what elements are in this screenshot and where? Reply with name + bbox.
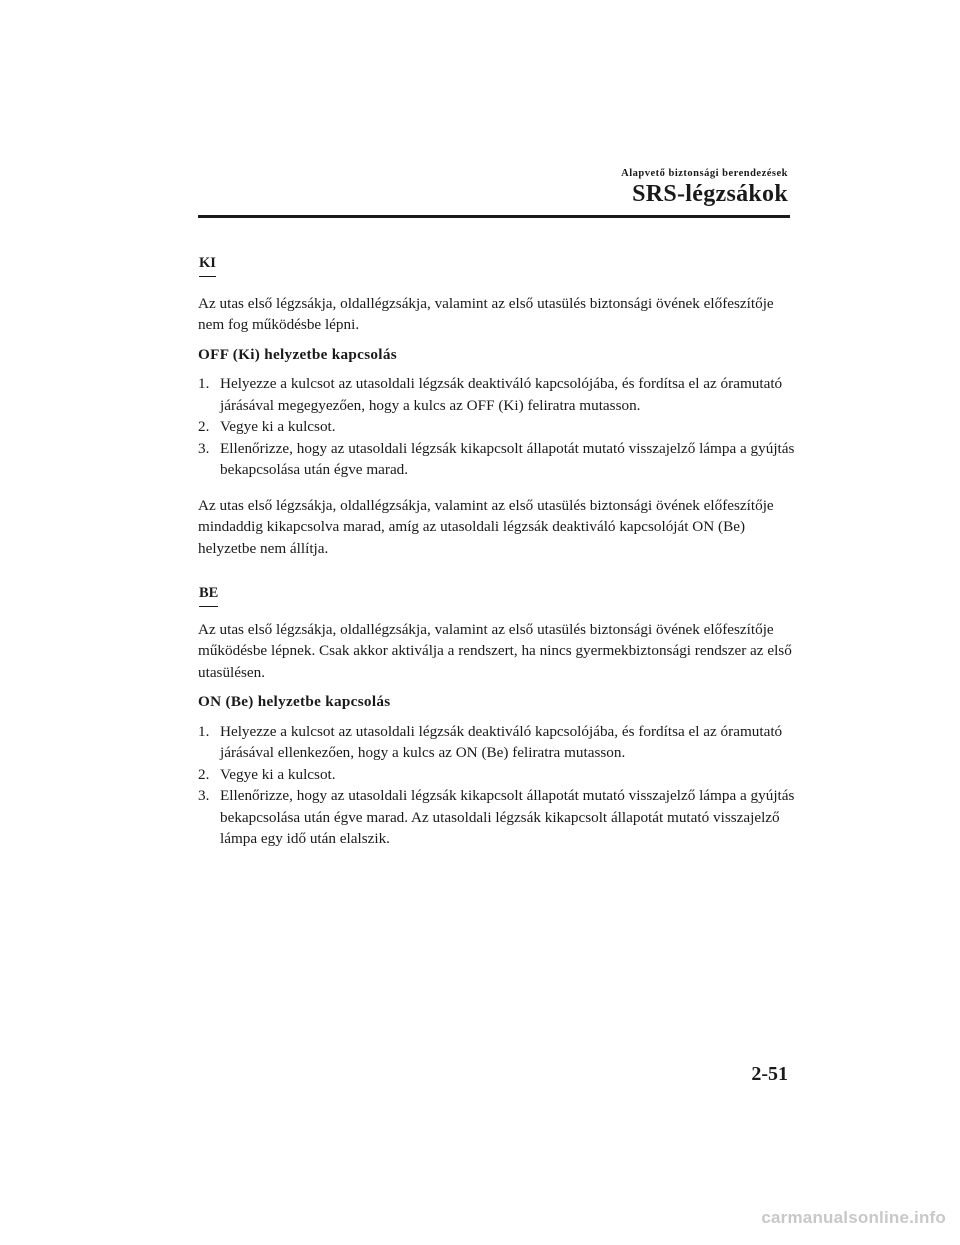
section-on-intro: Az utas első légzsákja, oldallégzsákja, valamint az első utasülés biztonsági övének előfeszítője működésbe lépnek. Csak akkor aktiválja a rendszert, ha nincs gyermekbiztonsági rendszer az első utasülésen. [198, 620, 792, 681]
list-item [198, 373, 798, 416]
header-divider [198, 215, 790, 218]
list-item [198, 416, 798, 438]
step-number: 2. [198, 765, 210, 783]
list-item [198, 438, 798, 481]
step-text: Vegye ki a kulcsot. [220, 765, 336, 783]
section-heading-off: KI [199, 253, 216, 277]
section-heading-on: BE [199, 583, 218, 607]
section-on [198, 582, 798, 850]
chapter-subtitle: Alapvető biztonsági berendezések [621, 168, 788, 179]
step-text: Ellenőrizze, hogy az utasoldali légzsák kikapcsolt állapotát mutató visszajelző lámpa a gyújtás bekapcsolása után égve marad. [220, 439, 795, 478]
section-off-note: Az utas első légzsákja, oldallégzsákja, valamint az első utasülés biztonsági övének előfeszítője mindaddig kikapcsolva marad, amíg az utasoldali légzsák deaktiváló kapcsolóját ON (Be) helyzetbe nem állítja. [198, 496, 774, 557]
step-number: 2. [198, 418, 210, 435]
list-item [198, 764, 798, 786]
step-number: 1. [198, 722, 210, 740]
section-off [198, 252, 798, 559]
list-item [198, 785, 798, 850]
watermark: carmanualsonline.info [761, 1208, 946, 1227]
page-content [198, 252, 798, 850]
step-text: Vegye ki a kulcsot. [220, 418, 336, 435]
section-off-intro: Az utas első légzsákja, oldallégzsákja, valamint az első utasülés biztonsági övének előfeszítője nem fog működésbe lépni. [198, 294, 774, 333]
page-number: 2-51 [751, 1063, 788, 1085]
section-on-subheading: ON (Be) helyzetbe kapcsolás [198, 693, 391, 710]
step-number: 3. [198, 787, 210, 804]
section-off-steps [198, 373, 798, 481]
step-text: Ellenőrizze, hogy az utasoldali légzsák kikapcsolt állapotát mutató visszajelző lámpa a gyújtás bekapcsolása után égve marad. Az utasoldali légzsák kikapcsolt állapotát mutató visszajelző lámpa egy idő után elalszik. [220, 787, 795, 847]
step-number: 3. [198, 439, 210, 457]
list-item [198, 721, 798, 764]
section-off-subheading: OFF (Ki) helyzetbe kapcsolás [198, 345, 397, 363]
page-title: SRS-légzsákok [632, 181, 788, 207]
step-text: Helyezze a kulcsot az utasoldali légzsák deaktiváló kapcsolójába, és fordítsa el az óramutató járásával megegyezően, hogy a kulcs az OFF (Ki) feliratra mutasson. [220, 375, 783, 414]
step-text: Helyezze a kulcsot az utasoldali légzsák deaktiváló kapcsolójába, és fordítsa el az óramutató járásával ellenkezően, hogy a kulcs az ON (Be) feliratra mutasson. [220, 722, 783, 761]
step-number: 1. [198, 375, 210, 392]
section-on-steps [198, 721, 798, 850]
